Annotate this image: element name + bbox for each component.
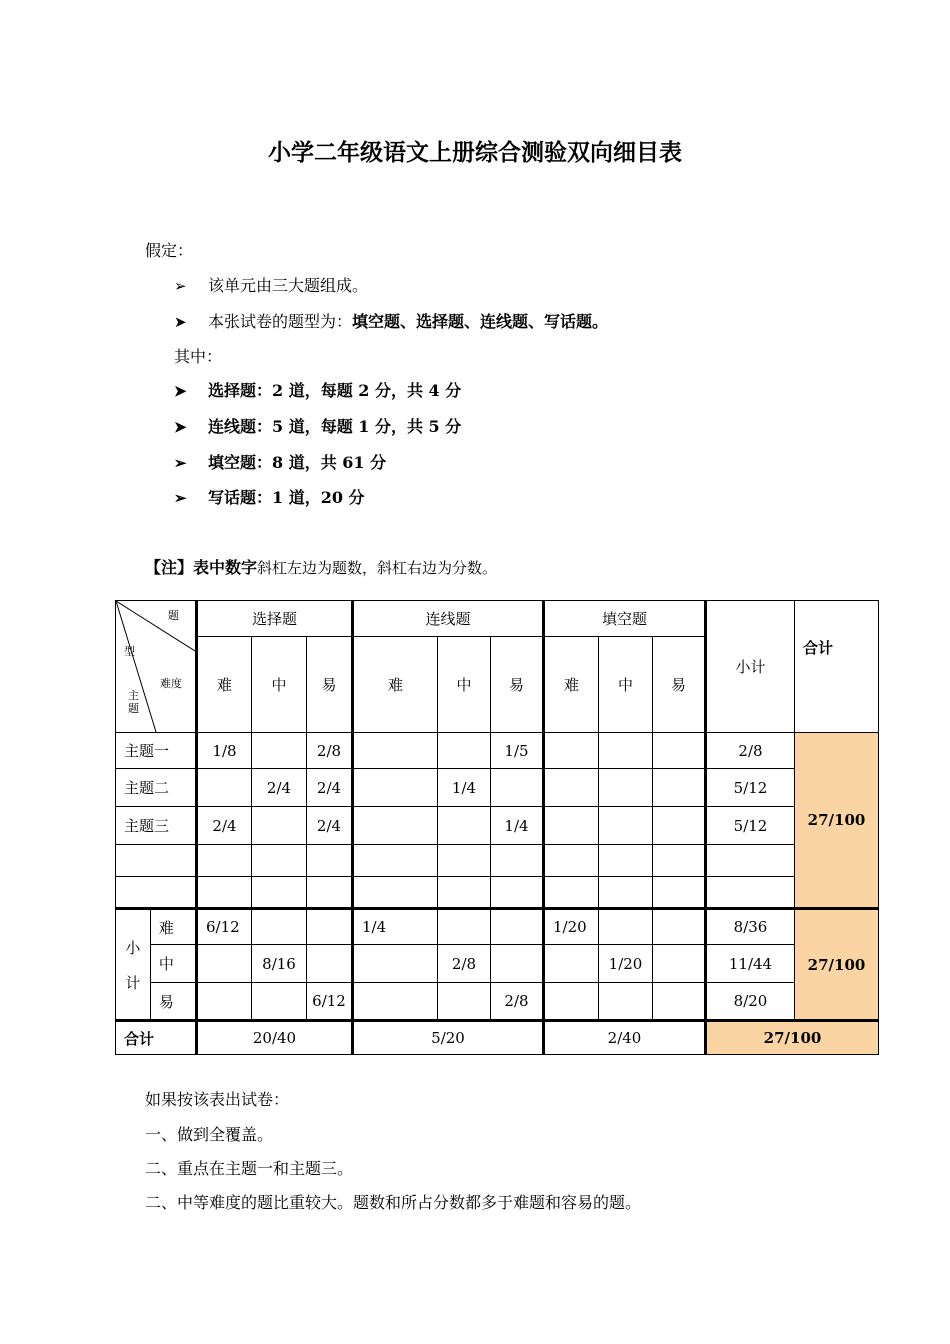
bullet-2-bold: 填空题、选择题、连线题、写话题。 [352,312,609,331]
cell [599,845,653,877]
table-row [116,845,879,877]
grand-total: 27/100 [706,1021,879,1055]
level-header: 难 [197,637,252,733]
level-name: 难 [150,909,196,945]
cell [599,877,653,909]
among-label: 其中： [174,347,223,366]
cell [491,909,544,945]
group-header-choice: 选择题 [197,601,353,637]
level-header: 易 [653,637,706,733]
cell [491,769,544,807]
cell [599,983,653,1021]
diag-label-ti2: 题 [128,702,139,715]
cell: 1/4 [353,909,438,945]
page-title: 小学二年级语文上册综合测验双向细目表 [268,140,682,166]
topic-name [116,845,197,877]
cell [307,945,353,983]
bullet-6 [174,485,365,508]
cell: 1/5 [491,733,544,769]
subtotal-cell: 8/20 [706,983,795,1021]
table-row [116,769,879,807]
table-row [116,909,879,945]
cell [653,909,706,945]
cell [653,983,706,1021]
cell [438,909,491,945]
cell [544,945,599,983]
cell [653,945,706,983]
subtotal-cell [706,845,795,877]
cell [252,733,307,769]
cell: 2/4 [307,769,353,807]
level-header: 中 [599,637,653,733]
diag-label-xing: 型 [124,645,135,658]
cell: 1/4 [438,769,491,807]
cell [653,845,706,877]
cell [599,807,653,845]
diag-label-ti: 题 [168,609,179,622]
topic-name: 主题三 [116,807,197,845]
level-header: 中 [438,637,491,733]
subtotal-cell: 5/12 [706,807,795,845]
total-choice: 20/40 [197,1021,353,1055]
cell [307,909,353,945]
after-point-3: 二、中等难度的题比重较大。题数和所占分数都多于难题和容易的题。 [145,1193,642,1212]
cell [307,845,353,877]
cell: 2/8 [491,983,544,1021]
cell: 1/8 [197,733,252,769]
cell [197,945,252,983]
bullet-1 [174,273,368,296]
topic-total-cell: 27/100 [795,733,879,909]
bullet-3-text: 选择题：2 道，每题 2 分，共 4 分 [208,381,462,400]
cell: 2/4 [197,807,252,845]
bullet-4 [174,414,461,437]
subtotal-header: 小计 [706,601,795,733]
total-row [116,1021,879,1055]
cell [252,909,307,945]
cell [599,769,653,807]
bullet-5 [174,450,386,473]
cell [197,769,252,807]
cell: 2/4 [252,769,307,807]
cell [599,909,653,945]
cell [438,807,491,845]
cell [653,807,706,845]
cell [491,945,544,983]
cell [599,733,653,769]
cell [438,983,491,1021]
table-note [145,555,497,578]
cell [544,769,599,807]
bullet-3 [174,378,461,401]
cell [544,877,599,909]
cell [544,807,599,845]
subtotal-cell [706,877,795,909]
cell [491,845,544,877]
cell [252,877,307,909]
cell [197,983,252,1021]
total-link: 5/20 [353,1021,544,1055]
subtotal-side-char: 计 [125,973,141,992]
subtotal-cell: 5/12 [706,769,795,807]
level-total-cell: 27/100 [795,909,879,1021]
cell: 1/20 [599,945,653,983]
cell [438,733,491,769]
cell [653,769,706,807]
cell: 2/8 [438,945,491,983]
cell [438,877,491,909]
cell [353,877,438,909]
cell [307,877,353,909]
assume-label: 假定： [145,241,194,260]
after-point-2: 二、重点在主题一和主题三。 [145,1159,354,1178]
arrow-bullet-icon: ➢ [174,454,187,472]
cell [252,983,307,1021]
spec-table [115,600,879,1055]
bullet-2 [174,309,608,332]
bullet-6-text: 写话题：1 道，20 分 [208,488,365,507]
table-row [116,945,879,983]
arrow-bullet-icon: ➤ [174,313,187,331]
table-row [116,983,879,1021]
total-fill: 2/40 [544,1021,706,1055]
total-header: 合计 [795,601,879,733]
cell [544,983,599,1021]
note-rest: 斜杠左边为题数，斜杠右边为分数。 [257,559,498,577]
table-row [116,733,879,769]
group-header-fill: 填空题 [544,601,706,637]
level-header: 易 [491,637,544,733]
cell: 6/12 [197,909,252,945]
level-header: 易 [307,637,353,733]
arrow-bullet-icon: ➤ [174,418,187,436]
after-intro: 如果按该表出试卷： [145,1090,290,1109]
subtotal-side-char: 小 [125,938,141,957]
cell: 6/12 [307,983,353,1021]
cell [653,733,706,769]
cell [353,945,438,983]
subtotal-cell: 2/8 [706,733,795,769]
level-header: 难 [544,637,599,733]
cell [438,845,491,877]
level-name: 易 [150,983,196,1021]
cell [197,845,252,877]
level-header: 中 [252,637,307,733]
cell [653,877,706,909]
level-name: 中 [150,945,196,983]
bullet-2-prefix: 本张试卷的题型为： [208,312,353,331]
topic-name: 主题一 [116,733,197,769]
cell: 8/16 [252,945,307,983]
table-row [116,877,879,909]
cell: 2/8 [307,733,353,769]
level-header: 难 [353,637,438,733]
bullet-1-text: 该单元由三大题组成。 [208,276,369,295]
table-row [116,807,879,845]
subtotal-cell: 8/36 [706,909,795,945]
topic-name [116,877,197,909]
arrow-bullet-icon: ➤ [174,382,187,400]
note-bold: 【注】表中数字 [145,558,258,577]
cell [252,845,307,877]
cell: 1/4 [491,807,544,845]
cell [252,807,307,845]
after-point-1: 一、做到全覆盖。 [145,1125,274,1144]
subtotal-cell: 11/44 [706,945,795,983]
subtotal-side-label [116,909,151,1021]
group-header-link: 连线题 [353,601,544,637]
arrow-bullet-icon: ➢ [174,277,187,295]
bullet-5-text: 填空题：8 道，共 61 分 [208,453,387,472]
diag-label-zhu: 主 [128,689,139,702]
cell [353,807,438,845]
bullet-4-text: 连线题：5 道，每题 1 分，共 5 分 [208,417,462,436]
cell [353,769,438,807]
cell: 1/20 [544,909,599,945]
diag-label-nandu: 难度 [160,677,182,690]
topic-name: 主题二 [116,769,197,807]
cell [544,845,599,877]
diagonal-header [116,601,197,733]
cell: 2/4 [307,807,353,845]
cell [353,733,438,769]
cell [353,983,438,1021]
cell [197,877,252,909]
cell [491,877,544,909]
total-row-label: 合计 [116,1021,197,1055]
cell [544,733,599,769]
arrow-bullet-icon: ➢ [174,489,187,507]
cell [353,845,438,877]
